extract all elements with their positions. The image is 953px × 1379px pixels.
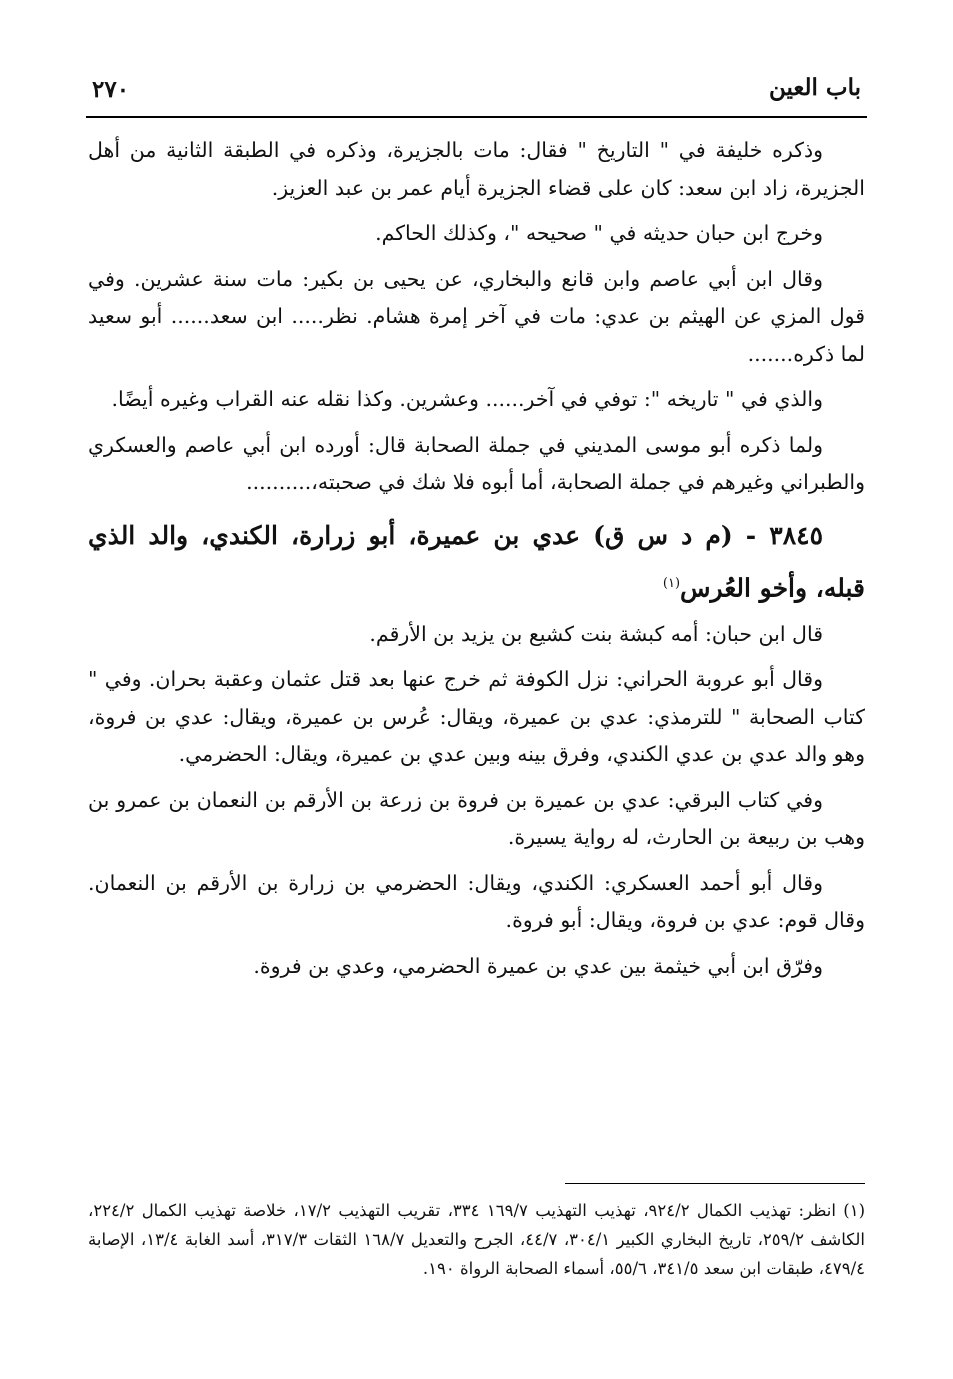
page-number: ٢٧٠ <box>92 76 130 103</box>
footnote: (١) انظر: تهذيب الكمال ٩٢٤/٢، تهذيب التهذيب ١٦٩/٧ ٣٣٤، تقريب التهذيب ١٧/٢، خلاصة تهذيب الكمال ٢٢٤/٢، الكاشف ٢٥٩/٢، تاريخ البخاري الكبير ٣٠٤/١، ٤٤/٧، الجرح والتعديل ١٦٨/٧ الثقات ٣١٧/٣، أسد الغابة ١٣/٤، الإصابة ٤٧٩/٤، طبقات ابن سعد ٣٤١/٥، ٥٥/٦، أسماء الصحابة الرواة ١٩٠. <box>88 1201 866 1278</box>
paragraph: وفي كتاب البرقي: عدي بن عميرة بن فروة بن زرعة بن الأرقم بن النعمان بن عمرو بن وهب بن ربيعة بن الحارث، له رواية يسيرة. <box>88 787 865 850</box>
paragraph: وذكره خليفة في " التاريخ " فقال: مات بالجزيرة، وذكره في الطبقة الثانية من أهل الجزيرة، زاد ابن سعد: كان على قضاء الجزيرة أيام عمر بن عبد العزيز. <box>88 138 865 200</box>
paragraph: والذي في " تاريخه ": توفي في آخر...... وعشرين. وكذا نقله عنه القراب وغيره أيضًا. <box>111 387 823 411</box>
paragraph: قال ابن حبان: أمه كبشة بنت كشيع بن يزيد بن الأرقم. <box>369 621 823 646</box>
footnote-rule <box>565 1183 865 1184</box>
running-title: باب العين <box>768 74 861 101</box>
paragraph: وقال ابن أبي عاصم وابن قانع والبخاري، عن يحيى بن بكير: مات سنة عشرين. وفي قول المزي عن الهيثم بن عدي: مات في آخر إمرة هشام. نظر..... ابن سعد...... أبو سعيد لما ذكره....... <box>88 266 865 366</box>
running-header <box>92 74 861 114</box>
paragraph: وقال أبو أحمد العسكري: الكندي، ويقال: الحضرمي بن زرارة بن الأرقم بن النعمان. وقال قوم: عدي بن فروة، ويقال: أبو فروة. <box>88 870 865 933</box>
main-text <box>88 132 865 993</box>
paragraph: وخرج ابن حبان حديثه في " صحيحه "، وكذلك الحاكم. <box>375 221 823 245</box>
header-rule <box>86 116 867 118</box>
footnotes <box>88 1196 865 1283</box>
footnote-marker[interactable]: (١) <box>662 575 681 591</box>
paragraph: وفرّق ابن أبي خيثمة بين عدي بن عميرة الحضرمي، وعدي بن فروة. <box>253 953 823 978</box>
entry-heading-text: ٣٨٤٥ - (م د س ق) عدي بن عميرة، أبو زرارة، الكندي، والد الذي قبله، وأخو العُرس <box>88 520 865 602</box>
paragraph: وقال أبو عروبة الحراني: نزل الكوفة ثم خرج عنها بعد قتل عثمان وعقبة بحران. وفي " كتاب الصحابة " للترمذي: عدي بن عميرة، ويقال: عُرس بن عميرة، ويقال: عدي بن فروة، وهو والد عدي بن عدي الكندي، وفرق بينه وبين عدي بن عميرة، ويقال: الحضرمي. <box>88 667 865 767</box>
entry-heading <box>88 512 865 612</box>
paragraph: ولما ذكره أبو موسى المديني في جملة الصحابة قال: أورده ابن أبي عاصم والعسكري والطبراني وغيرهم في جملة الصحابة، أما أبوه فلا شك في صحبته،.......... <box>88 432 865 494</box>
